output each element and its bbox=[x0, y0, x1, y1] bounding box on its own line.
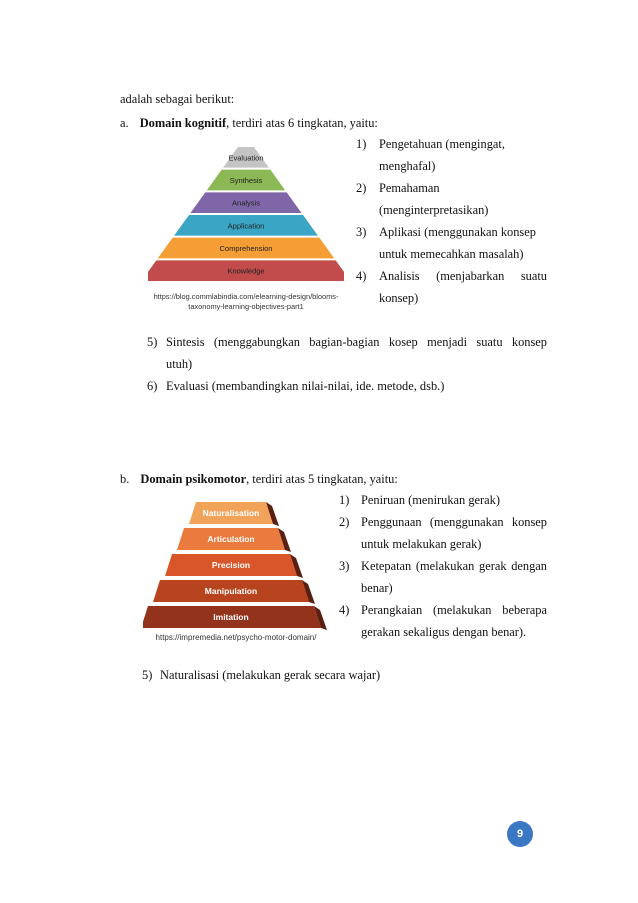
section-b-marker: b. bbox=[120, 472, 130, 486]
cognitive-caption-line-2: taxonomy-learning-objectives-part1 bbox=[188, 302, 304, 311]
psychomotor-item-4-line2: gerakan sekaligus dengan benar). bbox=[361, 625, 527, 639]
psychomotor-item-3-line2: benar) bbox=[361, 581, 393, 595]
psychomotor-item-1-num: 1) bbox=[339, 493, 350, 507]
cognitive-item-4-line1: Analisis (menjabarkan suatu bbox=[379, 269, 547, 283]
cognitive-tier-label: Comprehension bbox=[219, 244, 273, 253]
section-b-title: Domain psikomotor bbox=[140, 472, 247, 486]
psychomotor-tier-label: Articulation bbox=[207, 534, 255, 544]
cognitive-item-3-line2: untuk memecahkan masalah) bbox=[379, 247, 524, 261]
cognitive-tier-label: Synthesis bbox=[229, 176, 263, 185]
cognitive-tier-label: Application bbox=[227, 221, 265, 231]
section-a-marker: a. bbox=[120, 116, 129, 130]
psychomotor-tier-label: Imitation bbox=[213, 612, 249, 622]
cognitive-pyramid-tiers bbox=[148, 147, 344, 281]
psychomotor-item-4-line1: Perangkaian (melakukan beberapa bbox=[361, 603, 547, 617]
cognitive-item-6-num: 6) bbox=[147, 379, 158, 393]
cognitive-item-4-line2: konsep) bbox=[379, 291, 419, 305]
psychomotor-pyramid-caption: https://impremedia.net/psycho-motor-domain/ bbox=[155, 633, 317, 642]
cognitive-item-5-line2: utuh) bbox=[166, 357, 193, 371]
cognitive-item-2-line1: Pemahaman bbox=[379, 181, 440, 195]
cognitive-pyramid-caption bbox=[140, 292, 352, 312]
cognitive-item-1-line2: menghafal) bbox=[379, 159, 436, 173]
psychomotor-pyramid-tiers bbox=[143, 502, 327, 630]
cognitive-caption-line-1: https://blog.commlabindia.com/elearning-design/blooms- bbox=[153, 292, 339, 301]
section-b-rest: , terdiri atas 5 tingkatan, yaitu: bbox=[246, 472, 398, 486]
cognitive-item-1-num: 1) bbox=[356, 137, 367, 151]
cognitive-pyramid-image bbox=[148, 147, 344, 287]
cognitive-item-2-line2: (menginterpretasikan) bbox=[379, 203, 489, 217]
page-number-badge: 9 bbox=[507, 821, 533, 847]
section-b-heading bbox=[120, 471, 398, 487]
psychomotor-pyramid-image bbox=[143, 496, 327, 642]
psychomotor-item-4-num: 4) bbox=[339, 603, 350, 617]
cognitive-tier-label: Knowledge bbox=[227, 266, 265, 276]
psychomotor-item-1-line1: Peniruan (menirukan gerak) bbox=[361, 493, 500, 507]
psychomotor-tier-label: Precision bbox=[211, 560, 251, 570]
psychomotor-item-2-line1: Penggunaan (menggunakan konsep bbox=[361, 515, 547, 529]
intro-text: adalah sebagai berikut: bbox=[120, 92, 235, 106]
cognitive-item-2-num: 2) bbox=[356, 181, 367, 195]
psychomotor-item-2-num: 2) bbox=[339, 515, 350, 529]
cognitive-item-3-line1: Aplikasi (menggunakan konsep bbox=[379, 225, 536, 239]
psychomotor-item-2-line2: untuk melakukan gerak) bbox=[361, 537, 482, 551]
cognitive-item-5-num: 5) bbox=[147, 335, 158, 349]
psychomotor-tier-label: Naturalisation bbox=[202, 508, 260, 518]
cognitive-item-4-num: 4) bbox=[356, 269, 367, 283]
psychomotor-item-5-num: 5) bbox=[142, 668, 153, 682]
psychomotor-item-5-line1: Naturalisasi (melakukan gerak secara wajar) bbox=[160, 668, 381, 682]
psychomotor-item-3-num: 3) bbox=[339, 559, 350, 573]
psychomotor-tier-label: Manipulation bbox=[204, 586, 258, 596]
cognitive-item-6-line1: Evaluasi (membandingkan nilai-nilai, ide. metode, dsb.) bbox=[166, 379, 445, 393]
cognitive-item-3-num: 3) bbox=[356, 225, 367, 239]
section-a-title: Domain kognitif bbox=[139, 116, 227, 130]
psychomotor-item-3-line1: Ketepatan (melakukan gerak dengan bbox=[361, 559, 547, 573]
cognitive-item-5-line1: Sintesis (menggabungkan bagian-bagian kosep menjadi suatu konsep bbox=[166, 335, 547, 349]
section-a-rest: , terdiri atas 6 tingkatan, yaitu: bbox=[226, 116, 378, 130]
cognitive-item-1-line1: Pengetahuan (mengingat, bbox=[379, 137, 505, 151]
section-a-heading bbox=[120, 115, 378, 131]
cognitive-tier-label: Evaluation bbox=[228, 153, 264, 163]
cognitive-tier-label: Analysis bbox=[232, 198, 260, 208]
